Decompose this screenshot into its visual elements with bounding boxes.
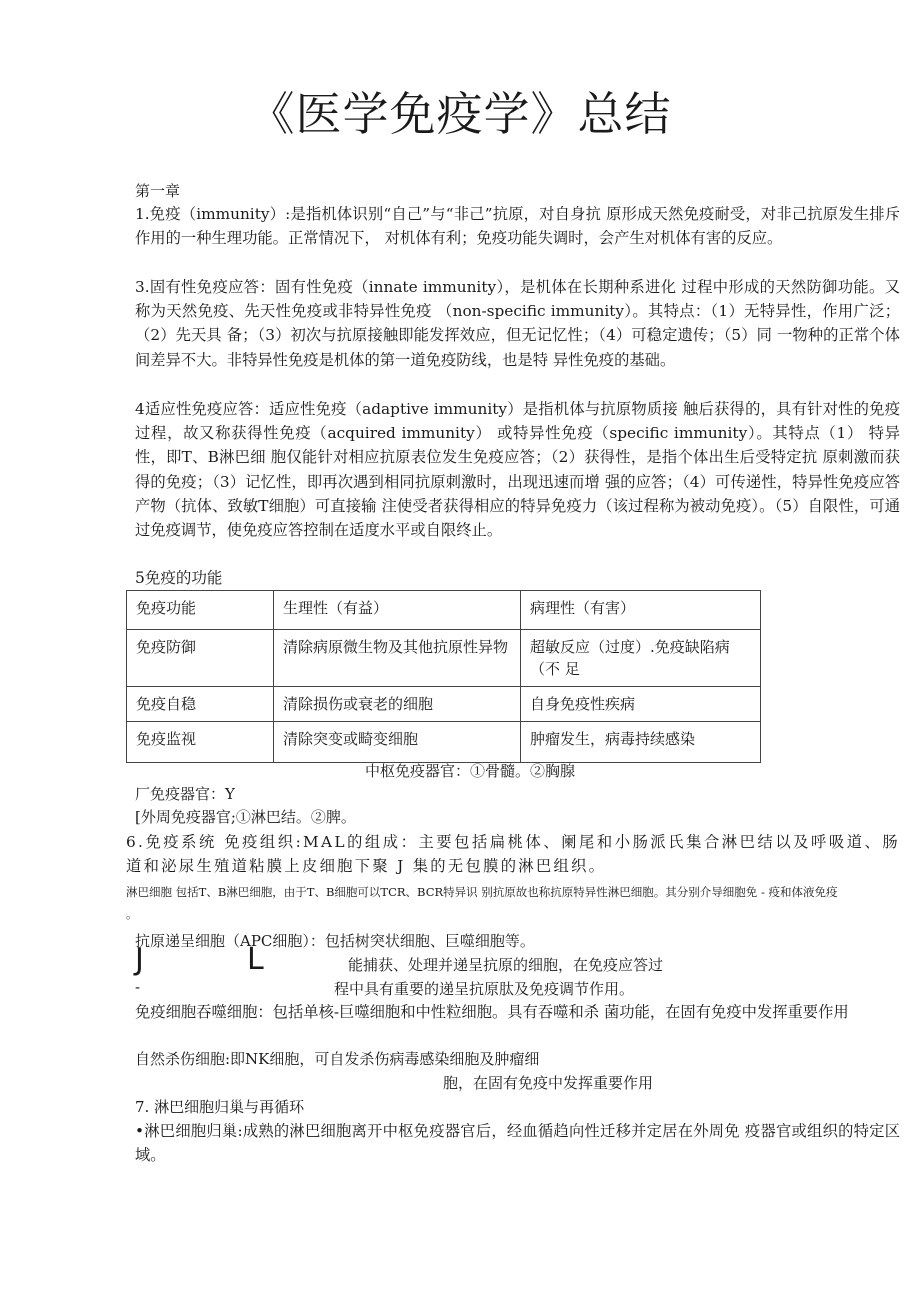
apc-description-line1: 能捕获、处理并递呈抗原的细胞，在免疫应答过: [348, 956, 664, 974]
table-cell: 清除突变或畸变细胞: [274, 722, 521, 763]
table-row: [127, 687, 761, 722]
paragraph-immune-system: 6.免疫系统 免疫组织:MAL的组成：主要包括扁桃体、阑尾和小肠派氏集合淋巴结以及呼吸道、肠道和泌尿生殖道粘膜上皮细胞下聚 J 集的无包膜的淋巴组织。: [126, 833, 900, 876]
table-cell: 免疫自稳: [127, 687, 274, 722]
table-cell: 自身免疫性疾病: [521, 687, 761, 722]
apc-description-line2: 程中具有重要的递呈抗原肽及免疫调节作用。: [334, 980, 635, 998]
apc-definition: 抗原递呈细胞（APC细胞）：包括树突状细胞、巨噬细胞等。: [135, 932, 535, 950]
table-header-row: [127, 591, 761, 630]
table-header-cell: 病理性（有害）: [521, 591, 761, 630]
table-row: [127, 630, 761, 687]
nk-cell-line2: 胞，在固有免疫中发挥重要作用: [443, 1074, 654, 1092]
bracket-left-mark: J: [135, 942, 144, 977]
table-header-cell: 生理性（有益）: [274, 591, 521, 630]
table-cell: 肿瘤发生，病毒持续感染: [521, 722, 761, 763]
lymphocyte-homing-definition: •淋巴细胞归巢:成熟的淋巴细胞离开中枢免疫器官后，经血循趋向性迁移并定居在外周免 疫器官或组织的特定区域。: [135, 1122, 900, 1165]
nk-cell-line1: 自然杀伤细胞:即NK细胞，可自发杀伤病毒感染细胞及肿瘤细: [135, 1050, 540, 1068]
paragraph-immunity-definition: 1.免疫（immunity）:是指机体识别“自己”与“非己”抗原，对自身抗 原形成天然免疫耐受，对非己抗原发生排斥作用的一种生理功能。正常情况下， 对机体有利；免疫功能失调时，会产生对机体有害的反应。: [135, 205, 900, 248]
table-cell: 清除病原微生物及其他抗原性异物: [274, 630, 521, 687]
peripheral-immune-organs: [外周免疫器官;①淋巴结。②脾。: [135, 808, 356, 826]
dash-mark: -: [135, 978, 141, 996]
section-heading-lymphocyte-homing: 7. 淋巴细胞归巢与再循环: [135, 1098, 305, 1116]
lymphocyte-note-end: 。: [126, 907, 138, 921]
central-immune-organs: 中枢免疫器官：①骨髓。②胸腺: [365, 762, 576, 780]
table-row: [127, 722, 761, 763]
table-cell: 超敏反应（过度）.免疫缺陷病（不 足: [521, 630, 761, 687]
immune-function-table: [126, 590, 761, 763]
section-heading-immune-function: 5免疫的功能: [135, 569, 223, 587]
paragraph-adaptive-immunity: 4适应性免疫应答：适应性免疫（adaptive immunity）是指机体与抗原物质接 触后获得的，具有针对性的免疫过程，故又称获得性免疫（acquired immunity） 或特异性免疫（specific immunity）。其特点（1） 特异性，即T、B淋巴细 胞仅能针对相应抗原表位发生免疫应答；（2）获得性，是指个体出生后受特定抗 原刺激而获得的免疫；（3）记忆性，即再次遇到相同抗原刺激时，出现迅速而增 强的应答；（4）可传递性，特异性免疫应答产物（抗体、致敏T细胞）可直接输 注使受者获得相应的特异免疫力（该过程称为被动免疫）。（5）自限性，可通过免疫调节，使免疫应答控制在适度水平或自限终止。: [135, 400, 900, 540]
paragraph-innate-immunity: 3.固有性免疫应答：固有性免疫（innate immunity），是机体在长期种系进化 过程中形成的天然防御功能。又称为天然免疫、先天性免疫或非特异性免疫 （non-specific immunity）。其特点：（1）无特异性，作用广泛；（2）先天具 备；（3）初次与抗原接触即能发挥效应，但无记忆性；（4）可稳定遗传；（5）同 一物种的正常个体间差异不大。非特异性免疫是机体的第一道免疫防线，也是特 异性免疫的基础。: [135, 278, 900, 369]
lymphocyte-note: 淋巴细胞 包括T、B淋巴细胞，由于T、B细胞可以TCR、BCR特异识 别抗原故也称抗原特异性淋巴细胞。其分别介导细胞免 - 疫和体液免疫: [126, 885, 838, 899]
table-cell: 清除损伤或衰老的细胞: [274, 687, 521, 722]
page-title: 《医学免疫学》总结: [248, 87, 672, 141]
immune-organs-label: 厂免疫器官：Y: [135, 785, 235, 803]
phagocyte-definition: 免疫细胞吞噬细胞：包括单核-巨噬细胞和中性粒细胞。具有吞噬和杀 菌功能，在固有免疫中发挥重要作用: [135, 1003, 849, 1021]
table-header-cell: 免疫功能: [127, 591, 274, 630]
chapter-heading: 第一章: [135, 182, 181, 200]
table-cell: 免疫监视: [127, 722, 274, 763]
table-cell: 免疫防御: [127, 630, 274, 687]
bracket-right-mark: L: [247, 942, 264, 977]
